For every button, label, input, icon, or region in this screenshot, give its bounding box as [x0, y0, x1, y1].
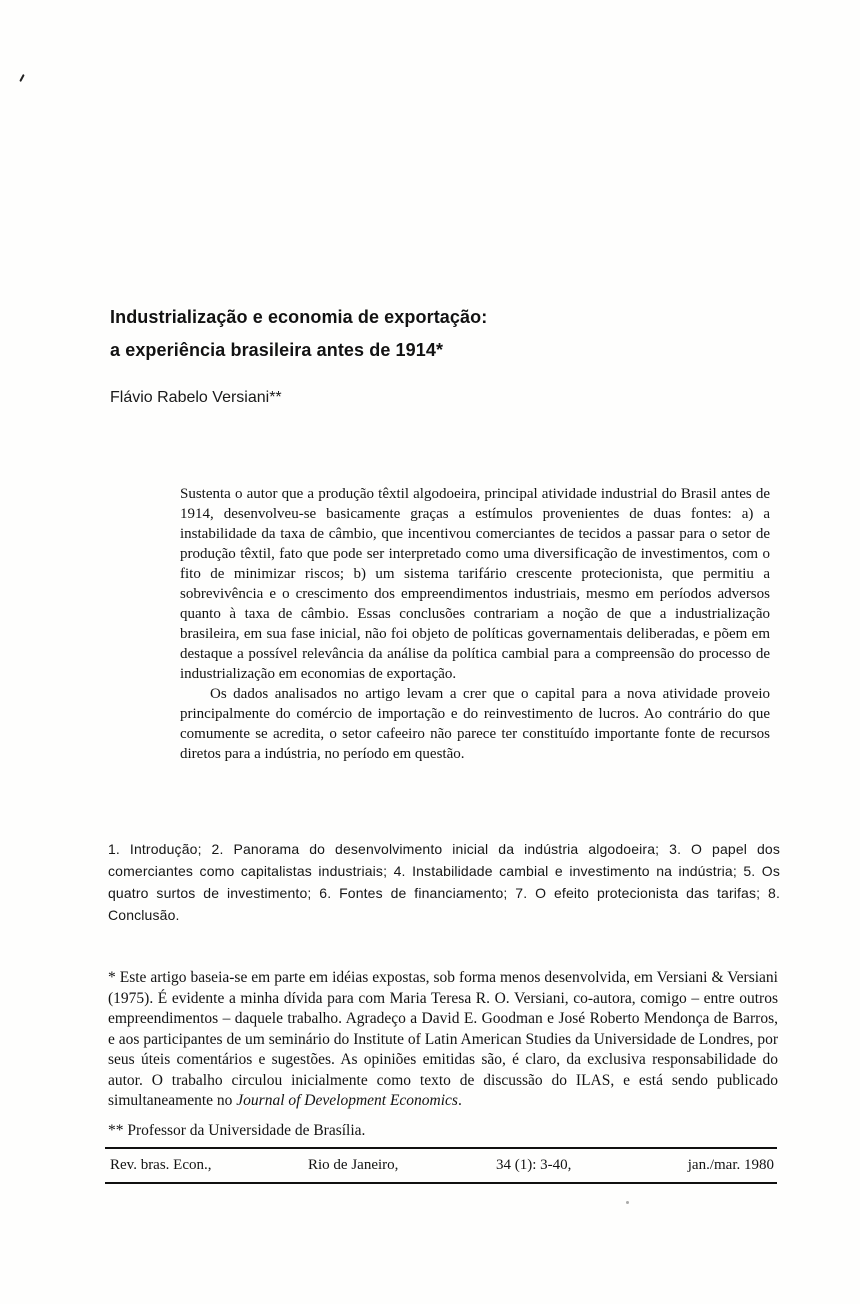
footer-journal-name: Rev. bras. Econ.,: [110, 1157, 212, 1173]
author-name: Flávio Rabelo Versiani**: [110, 389, 282, 406]
abstract-paragraph-2: Os dados analisados no artigo levam a crer que o capital para a nova atividade proveio principalmente do comércio de importação e do reinvestimento de lucros. Ao contrário do que comumente se acredita, o setor cafeeiro não parece ter constituído importante fonte de recursos diretos para a indústria, no período em questão.: [180, 686, 770, 762]
section-outline: 1. Introdução; 2. Panorama do desenvolvimento inicial da indústria algodoeira; 3. O papel dos comerciantes como capitalistas industriais; 4. Instabilidade cambial e investimento na indústria; 5. Os quatro surtos de investimento; 6. Fontes de financiamento; 7. O efeito protecionista das tarifas; 8. Conclusão.: [108, 841, 780, 923]
footer-city: Rio de Janeiro,: [308, 1157, 399, 1173]
footer-date: jan./mar. 1980: [687, 1157, 774, 1173]
scan-dot-artifact: [626, 1201, 629, 1204]
footer-volume-issue-pages: 34 (1): 3-40,: [496, 1157, 572, 1173]
title-line-2: a experiência brasileira antes de 1914*: [110, 340, 444, 360]
footnote-author-note: [108, 968, 778, 1112]
footnote-author-note-text: * Este artigo baseia-se em parte em idéias expostas, sob forma menos desenvolvida, em Versiani & Versiani (1975). É evidente a minha dívida para com Maria Teresa R. O. Versiani, co-autora, comigo – entre outros empreendimentos – daquele trabalho. Agradeço a David E. Goodman e José Roberto Mendonça de Barros, e aos participantes de um seminário do Institute of Latin American Studies da Universidade de Londres, por seus úteis comentários e sugestões. As opiniões emitidas são, é claro, da exclusiva responsabilidade do autor. O trabalho circulou inicialmente como texto de discussão do ILAS, e está sendo publicado simultaneamente no: [108, 969, 778, 1109]
footnote-affiliation: ** Professor da Universidade de Brasília.: [108, 1121, 366, 1139]
journal-citation-footer: [105, 1147, 777, 1184]
footnotes: [108, 968, 778, 1141]
abstract: [180, 484, 770, 764]
title-line-1: Industrialização e economia de exportação:: [110, 307, 488, 327]
scan-speckle-artifact: [19, 74, 25, 82]
footnote-journal-title-italic: Journal of Development Economics: [236, 1092, 458, 1109]
page-title: [110, 301, 710, 367]
abstract-paragraph-1: Sustenta o autor que a produção têxtil algodoeira, principal atividade industrial do Brasil antes de 1914, desenvolveu-se basicamente graças a estímulos provenientes de duas fontes: a) a instabilidade da taxa de câmbio, que incentivou comerciantes de tecidos a passar para o setor de produção têxtil, fato que pode ser interpretado como uma diversificação de investimentos, com o fito de minimizar riscos; b) um sistema tarifário crescente protecionista, que permitiu a sobrevivência e o crescimento dos empreendimentos industriais, mesmo em períodos adversos quanto à taxa de câmbio. Essas conclusões contrariam a noção de que a industrialização brasileira, em sua fase inicial, não foi objeto de políticas governamentais deliberadas, e põem em destaque a possível relevância da análise da política cambial para a compreensão do processo de industrialização em economias de exportação.: [180, 486, 770, 682]
footnote-author-note-suffix: .: [457, 1092, 462, 1109]
